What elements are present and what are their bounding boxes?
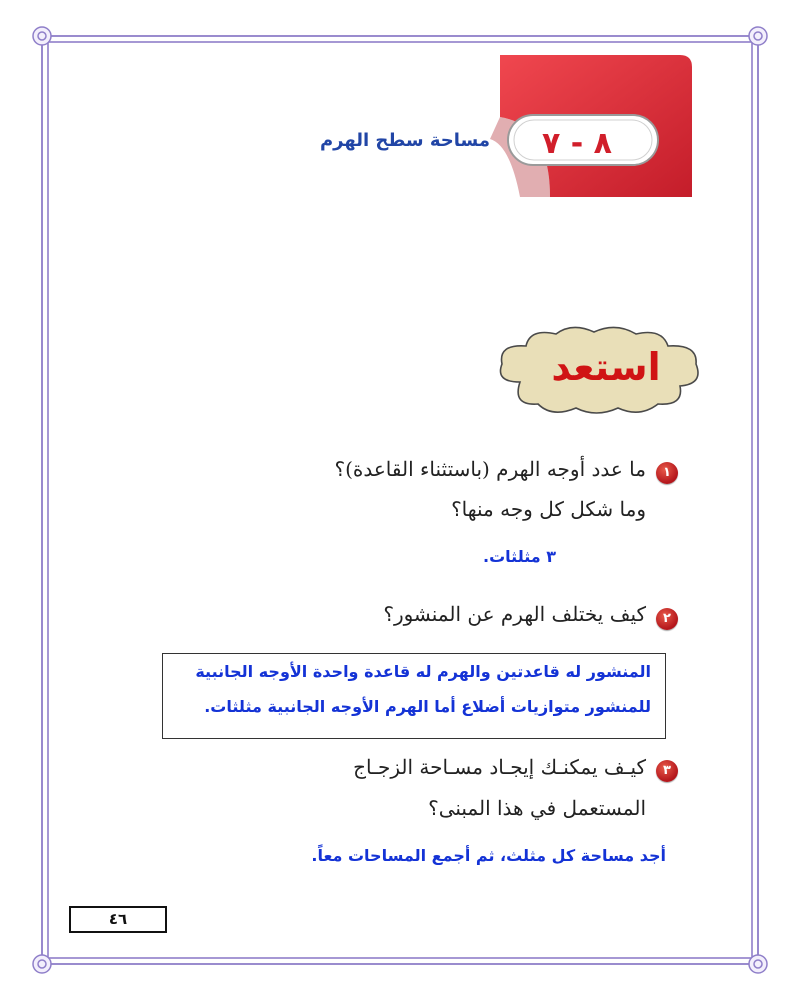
question-3-badge: ٣ <box>656 760 678 782</box>
lesson-number: ٨ - ٧ <box>542 126 612 161</box>
question-1-line-2: وما شكل كل وجه منها؟ <box>451 497 646 521</box>
question-2-answer-line-1: المنشور له قاعدتين والهرم له قاعدة واحدة الأوجه الجانبية <box>195 662 651 681</box>
question-1-badge: ١ <box>656 462 678 484</box>
question-1-answer: ٣ مثلثات. <box>483 547 556 566</box>
lesson-title: مساحة سطح الهرم <box>319 130 490 151</box>
question-3-answer: أجد مساحة كل مثلث، ثم أجمع المساحات معاً. <box>311 846 666 865</box>
question-3-line-2: المستعمل في هذا المبنى؟ <box>428 796 646 820</box>
page-number: ٤٦ <box>69 906 167 933</box>
get-ready-heading: استعد <box>551 345 661 389</box>
question-2-badge: ٢ <box>656 608 678 630</box>
question-1-line-1: ما عدد أوجه الهرم (باستثناء القاعدة)؟ <box>334 457 646 481</box>
question-2-answer-box <box>162 653 666 739</box>
question-3-line-1: كيـف يمكنـك إيجـاد مسـاحة الزجـاج <box>353 755 646 779</box>
question-2-line-1: كيف يختلف الهرم عن المنشور؟ <box>383 602 646 626</box>
question-2-answer-line-2: للمنشور متوازيات أضلاع أما الهرم الأوجه الجانبية مثلثات. <box>204 697 651 716</box>
